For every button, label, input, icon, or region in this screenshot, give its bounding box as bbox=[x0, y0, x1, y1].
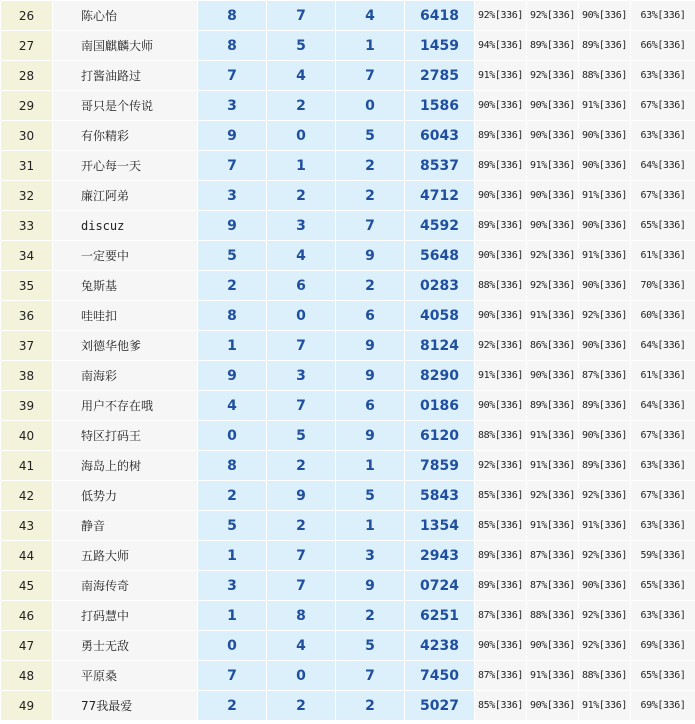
rank-cell: 29 bbox=[1, 91, 53, 121]
digit-2-cell: 5 bbox=[267, 421, 336, 451]
table-row bbox=[1, 421, 695, 451]
digit-3-cell: 7 bbox=[336, 661, 405, 691]
digit-1-cell: 1 bbox=[198, 541, 267, 571]
digit-3-cell: 9 bbox=[336, 571, 405, 601]
rate-1-cell: 89%[336] bbox=[475, 211, 527, 241]
user-name-link[interactable]: 海岛上的树 bbox=[53, 451, 198, 481]
digit-3-cell: 2 bbox=[336, 151, 405, 181]
rate-1-cell: 92%[336] bbox=[475, 451, 527, 481]
digit-1-cell: 7 bbox=[198, 151, 267, 181]
rate-3-cell: 90%[336] bbox=[579, 1, 631, 31]
rank-cell: 26 bbox=[1, 1, 53, 31]
user-name-link[interactable]: 勇士无敌 bbox=[53, 631, 198, 661]
digit-1-cell: 8 bbox=[198, 1, 267, 31]
user-name-link[interactable]: 低势力 bbox=[53, 481, 198, 511]
rank-cell: 39 bbox=[1, 391, 53, 421]
user-name-link[interactable]: 特区打码王 bbox=[53, 421, 198, 451]
digit-1-cell: 9 bbox=[198, 121, 267, 151]
digit-3-cell: 9 bbox=[336, 331, 405, 361]
rate-2-cell: 92%[336] bbox=[527, 481, 579, 511]
rate-4-cell: 67%[336] bbox=[631, 91, 695, 121]
user-name-link[interactable]: 刘德华他爹 bbox=[53, 331, 198, 361]
rank-cell: 46 bbox=[1, 601, 53, 631]
code-cell: 5027 bbox=[405, 691, 475, 721]
digit-2-cell: 3 bbox=[267, 361, 336, 391]
table-row bbox=[1, 211, 695, 241]
digit-2-cell: 8 bbox=[267, 601, 336, 631]
digit-3-cell: 5 bbox=[336, 121, 405, 151]
digit-1-cell: 5 bbox=[198, 511, 267, 541]
digit-3-cell: 6 bbox=[336, 391, 405, 421]
digit-1-cell: 1 bbox=[198, 601, 267, 631]
rate-1-cell: 91%[336] bbox=[475, 361, 527, 391]
rate-3-cell: 90%[336] bbox=[579, 271, 631, 301]
rate-4-cell: 61%[336] bbox=[631, 241, 695, 271]
rate-4-cell: 64%[336] bbox=[631, 391, 695, 421]
user-name-link[interactable]: 陈心怡 bbox=[53, 1, 198, 31]
digit-3-cell: 9 bbox=[336, 241, 405, 271]
user-name-link[interactable]: 开心每一天 bbox=[53, 151, 198, 181]
rate-1-cell: 89%[336] bbox=[475, 121, 527, 151]
table-body bbox=[1, 1, 695, 721]
rate-4-cell: 63%[336] bbox=[631, 601, 695, 631]
digit-2-cell: 5 bbox=[267, 31, 336, 61]
rate-2-cell: 87%[336] bbox=[527, 541, 579, 571]
rate-2-cell: 90%[336] bbox=[527, 361, 579, 391]
rank-cell: 31 bbox=[1, 151, 53, 181]
rank-cell: 49 bbox=[1, 691, 53, 721]
digit-2-cell: 7 bbox=[267, 1, 336, 31]
digit-1-cell: 8 bbox=[198, 31, 267, 61]
rate-2-cell: 92%[336] bbox=[527, 271, 579, 301]
code-cell: 1586 bbox=[405, 91, 475, 121]
digit-3-cell: 1 bbox=[336, 451, 405, 481]
digit-3-cell: 7 bbox=[336, 61, 405, 91]
rate-3-cell: 90%[336] bbox=[579, 571, 631, 601]
rate-4-cell: 64%[336] bbox=[631, 151, 695, 181]
rate-4-cell: 67%[336] bbox=[631, 421, 695, 451]
rate-3-cell: 90%[336] bbox=[579, 211, 631, 241]
rate-2-cell: 91%[336] bbox=[527, 451, 579, 481]
code-cell: 0724 bbox=[405, 571, 475, 601]
rate-4-cell: 69%[336] bbox=[631, 691, 695, 721]
rate-1-cell: 88%[336] bbox=[475, 271, 527, 301]
digit-1-cell: 3 bbox=[198, 91, 267, 121]
rate-3-cell: 89%[336] bbox=[579, 451, 631, 481]
rate-1-cell: 92%[336] bbox=[475, 331, 527, 361]
digit-2-cell: 0 bbox=[267, 121, 336, 151]
digit-3-cell: 7 bbox=[336, 211, 405, 241]
code-cell: 0283 bbox=[405, 271, 475, 301]
rate-1-cell: 90%[336] bbox=[475, 631, 527, 661]
digit-3-cell: 4 bbox=[336, 1, 405, 31]
table-row bbox=[1, 601, 695, 631]
digit-1-cell: 4 bbox=[198, 391, 267, 421]
digit-2-cell: 3 bbox=[267, 211, 336, 241]
table-row bbox=[1, 391, 695, 421]
user-name-link[interactable]: 打码慧中 bbox=[53, 601, 198, 631]
code-cell: 1354 bbox=[405, 511, 475, 541]
rate-1-cell: 91%[336] bbox=[475, 61, 527, 91]
digit-2-cell: 0 bbox=[267, 661, 336, 691]
code-cell: 2943 bbox=[405, 541, 475, 571]
table-row bbox=[1, 271, 695, 301]
rate-3-cell: 89%[336] bbox=[579, 31, 631, 61]
code-cell: 8124 bbox=[405, 331, 475, 361]
digit-2-cell: 7 bbox=[267, 571, 336, 601]
digit-3-cell: 1 bbox=[336, 31, 405, 61]
digit-3-cell: 3 bbox=[336, 541, 405, 571]
digit-3-cell: 2 bbox=[336, 271, 405, 301]
rate-1-cell: 87%[336] bbox=[475, 601, 527, 631]
rate-1-cell: 89%[336] bbox=[475, 151, 527, 181]
rate-3-cell: 91%[336] bbox=[579, 511, 631, 541]
rate-2-cell: 89%[336] bbox=[527, 31, 579, 61]
code-cell: 6418 bbox=[405, 1, 475, 31]
rate-4-cell: 61%[336] bbox=[631, 361, 695, 391]
rate-2-cell: 90%[336] bbox=[527, 211, 579, 241]
digit-3-cell: 6 bbox=[336, 301, 405, 331]
digit-1-cell: 8 bbox=[198, 301, 267, 331]
table-row bbox=[1, 31, 695, 61]
rate-4-cell: 63%[336] bbox=[631, 511, 695, 541]
rate-3-cell: 91%[336] bbox=[579, 691, 631, 721]
rank-cell: 42 bbox=[1, 481, 53, 511]
digit-3-cell: 9 bbox=[336, 361, 405, 391]
digit-1-cell: 9 bbox=[198, 211, 267, 241]
code-cell: 0186 bbox=[405, 391, 475, 421]
rank-cell: 27 bbox=[1, 31, 53, 61]
rate-2-cell: 91%[336] bbox=[527, 421, 579, 451]
digit-3-cell: 1 bbox=[336, 511, 405, 541]
rate-3-cell: 92%[336] bbox=[579, 481, 631, 511]
table-row bbox=[1, 61, 695, 91]
digit-1-cell: 2 bbox=[198, 691, 267, 721]
code-cell: 4238 bbox=[405, 631, 475, 661]
digit-2-cell: 7 bbox=[267, 331, 336, 361]
rate-2-cell: 90%[336] bbox=[527, 181, 579, 211]
rate-4-cell: 59%[336] bbox=[631, 541, 695, 571]
rate-3-cell: 90%[336] bbox=[579, 121, 631, 151]
rate-2-cell: 90%[336] bbox=[527, 121, 579, 151]
rate-1-cell: 87%[336] bbox=[475, 661, 527, 691]
rate-2-cell: 86%[336] bbox=[527, 331, 579, 361]
code-cell: 8537 bbox=[405, 151, 475, 181]
rate-3-cell: 88%[336] bbox=[579, 661, 631, 691]
code-cell: 6251 bbox=[405, 601, 475, 631]
user-name-link[interactable]: 五路大师 bbox=[53, 541, 198, 571]
table-row bbox=[1, 571, 695, 601]
user-name-link[interactable]: 哥只是个传说 bbox=[53, 91, 198, 121]
table-row bbox=[1, 331, 695, 361]
rate-3-cell: 91%[336] bbox=[579, 91, 631, 121]
digit-1-cell: 1 bbox=[198, 331, 267, 361]
digit-2-cell: 6 bbox=[267, 271, 336, 301]
rank-cell: 37 bbox=[1, 331, 53, 361]
rate-3-cell: 92%[336] bbox=[579, 301, 631, 331]
rate-2-cell: 90%[336] bbox=[527, 691, 579, 721]
rate-4-cell: 65%[336] bbox=[631, 211, 695, 241]
rank-cell: 35 bbox=[1, 271, 53, 301]
rate-3-cell: 88%[336] bbox=[579, 61, 631, 91]
rate-4-cell: 64%[336] bbox=[631, 331, 695, 361]
rate-4-cell: 63%[336] bbox=[631, 451, 695, 481]
user-name-link[interactable]: 南海传奇 bbox=[53, 571, 198, 601]
rate-4-cell: 65%[336] bbox=[631, 571, 695, 601]
digit-1-cell: 2 bbox=[198, 481, 267, 511]
code-cell: 2785 bbox=[405, 61, 475, 91]
rank-cell: 34 bbox=[1, 241, 53, 271]
rate-4-cell: 70%[336] bbox=[631, 271, 695, 301]
table-row bbox=[1, 181, 695, 211]
user-name-link[interactable]: 平原桑 bbox=[53, 661, 198, 691]
rank-cell: 44 bbox=[1, 541, 53, 571]
rank-cell: 48 bbox=[1, 661, 53, 691]
digit-2-cell: 4 bbox=[267, 631, 336, 661]
digit-1-cell: 5 bbox=[198, 241, 267, 271]
rank-cell: 38 bbox=[1, 361, 53, 391]
rate-3-cell: 92%[336] bbox=[579, 601, 631, 631]
digit-3-cell: 5 bbox=[336, 481, 405, 511]
rate-1-cell: 90%[336] bbox=[475, 181, 527, 211]
digit-1-cell: 7 bbox=[198, 61, 267, 91]
rate-4-cell: 67%[336] bbox=[631, 481, 695, 511]
rate-3-cell: 87%[336] bbox=[579, 361, 631, 391]
user-name-link[interactable]: discuz bbox=[53, 211, 198, 241]
rank-cell: 41 bbox=[1, 451, 53, 481]
digit-2-cell: 4 bbox=[267, 61, 336, 91]
table-row bbox=[1, 1, 695, 31]
rank-cell: 32 bbox=[1, 181, 53, 211]
digit-1-cell: 8 bbox=[198, 451, 267, 481]
rate-1-cell: 89%[336] bbox=[475, 541, 527, 571]
rate-1-cell: 90%[336] bbox=[475, 91, 527, 121]
rate-2-cell: 92%[336] bbox=[527, 1, 579, 31]
user-name-link[interactable]: 静音 bbox=[53, 511, 198, 541]
code-cell: 6120 bbox=[405, 421, 475, 451]
rank-cell: 45 bbox=[1, 571, 53, 601]
rate-2-cell: 92%[336] bbox=[527, 241, 579, 271]
user-name-link[interactable]: 77我最爱 bbox=[53, 691, 198, 721]
rate-4-cell: 60%[336] bbox=[631, 301, 695, 331]
rate-3-cell: 91%[336] bbox=[579, 241, 631, 271]
digit-1-cell: 0 bbox=[198, 421, 267, 451]
rank-cell: 36 bbox=[1, 301, 53, 331]
table-row bbox=[1, 631, 695, 661]
user-name-link[interactable]: 廉江阿弟 bbox=[53, 181, 198, 211]
user-name-link[interactable]: 打酱油路过 bbox=[53, 61, 198, 91]
table-row bbox=[1, 661, 695, 691]
code-cell: 5648 bbox=[405, 241, 475, 271]
code-cell: 8290 bbox=[405, 361, 475, 391]
code-cell: 4058 bbox=[405, 301, 475, 331]
digit-3-cell: 0 bbox=[336, 91, 405, 121]
rate-4-cell: 65%[336] bbox=[631, 661, 695, 691]
rate-4-cell: 66%[336] bbox=[631, 31, 695, 61]
digit-2-cell: 2 bbox=[267, 91, 336, 121]
digit-1-cell: 2 bbox=[198, 271, 267, 301]
digit-1-cell: 0 bbox=[198, 631, 267, 661]
table-row bbox=[1, 151, 695, 181]
table-row bbox=[1, 481, 695, 511]
user-name-link[interactable]: 哇哇扣 bbox=[53, 301, 198, 331]
rate-3-cell: 92%[336] bbox=[579, 541, 631, 571]
digit-2-cell: 1 bbox=[267, 151, 336, 181]
rank-cell: 40 bbox=[1, 421, 53, 451]
digit-2-cell: 0 bbox=[267, 301, 336, 331]
rank-cell: 43 bbox=[1, 511, 53, 541]
table-row bbox=[1, 361, 695, 391]
rate-3-cell: 92%[336] bbox=[579, 631, 631, 661]
rank-cell: 28 bbox=[1, 61, 53, 91]
rate-2-cell: 89%[336] bbox=[527, 391, 579, 421]
user-name-link[interactable]: 一定要中 bbox=[53, 241, 198, 271]
rate-1-cell: 85%[336] bbox=[475, 691, 527, 721]
user-name-link[interactable]: 南国麒麟大师 bbox=[53, 31, 198, 61]
digit-1-cell: 3 bbox=[198, 571, 267, 601]
user-name-link[interactable]: 兔斯基 bbox=[53, 271, 198, 301]
rate-1-cell: 90%[336] bbox=[475, 391, 527, 421]
table-row bbox=[1, 691, 695, 721]
rate-1-cell: 85%[336] bbox=[475, 481, 527, 511]
table-row bbox=[1, 541, 695, 571]
rate-1-cell: 90%[336] bbox=[475, 301, 527, 331]
rate-3-cell: 90%[336] bbox=[579, 421, 631, 451]
rate-1-cell: 92%[336] bbox=[475, 1, 527, 31]
rate-1-cell: 89%[336] bbox=[475, 571, 527, 601]
digit-3-cell: 5 bbox=[336, 631, 405, 661]
rate-2-cell: 87%[336] bbox=[527, 571, 579, 601]
digit-2-cell: 2 bbox=[267, 511, 336, 541]
rate-2-cell: 91%[336] bbox=[527, 301, 579, 331]
table-row bbox=[1, 511, 695, 541]
digit-3-cell: 2 bbox=[336, 691, 405, 721]
digit-1-cell: 7 bbox=[198, 661, 267, 691]
code-cell: 7450 bbox=[405, 661, 475, 691]
rank-cell: 30 bbox=[1, 121, 53, 151]
rate-1-cell: 85%[336] bbox=[475, 511, 527, 541]
rate-4-cell: 69%[336] bbox=[631, 631, 695, 661]
digit-3-cell: 2 bbox=[336, 181, 405, 211]
user-name-link[interactable]: 有你精彩 bbox=[53, 121, 198, 151]
rate-3-cell: 90%[336] bbox=[579, 331, 631, 361]
rate-3-cell: 91%[336] bbox=[579, 181, 631, 211]
digit-2-cell: 7 bbox=[267, 541, 336, 571]
rate-2-cell: 90%[336] bbox=[527, 631, 579, 661]
code-cell: 4592 bbox=[405, 211, 475, 241]
digit-1-cell: 9 bbox=[198, 361, 267, 391]
code-cell: 6043 bbox=[405, 121, 475, 151]
user-name-link[interactable]: 南海彩 bbox=[53, 361, 198, 391]
table-row bbox=[1, 451, 695, 481]
rate-4-cell: 67%[336] bbox=[631, 181, 695, 211]
rate-4-cell: 63%[336] bbox=[631, 121, 695, 151]
table-row bbox=[1, 91, 695, 121]
digit-2-cell: 2 bbox=[267, 181, 336, 211]
digit-1-cell: 3 bbox=[198, 181, 267, 211]
code-cell: 1459 bbox=[405, 31, 475, 61]
rate-3-cell: 89%[336] bbox=[579, 391, 631, 421]
digit-2-cell: 9 bbox=[267, 481, 336, 511]
digit-2-cell: 4 bbox=[267, 241, 336, 271]
rate-3-cell: 90%[336] bbox=[579, 151, 631, 181]
rate-1-cell: 94%[336] bbox=[475, 31, 527, 61]
digit-2-cell: 2 bbox=[267, 691, 336, 721]
code-cell: 5843 bbox=[405, 481, 475, 511]
table-row bbox=[1, 241, 695, 271]
rate-2-cell: 91%[336] bbox=[527, 511, 579, 541]
rate-2-cell: 92%[336] bbox=[527, 61, 579, 91]
table-row bbox=[1, 301, 695, 331]
rate-4-cell: 63%[336] bbox=[631, 1, 695, 31]
rate-2-cell: 91%[336] bbox=[527, 661, 579, 691]
digit-2-cell: 7 bbox=[267, 391, 336, 421]
rate-2-cell: 90%[336] bbox=[527, 91, 579, 121]
user-name-link[interactable]: 用户不存在哦 bbox=[53, 391, 198, 421]
rank-cell: 47 bbox=[1, 631, 53, 661]
rate-4-cell: 63%[336] bbox=[631, 61, 695, 91]
code-cell: 7859 bbox=[405, 451, 475, 481]
digit-3-cell: 9 bbox=[336, 421, 405, 451]
rate-2-cell: 91%[336] bbox=[527, 151, 579, 181]
code-cell: 4712 bbox=[405, 181, 475, 211]
digit-2-cell: 2 bbox=[267, 451, 336, 481]
digit-3-cell: 2 bbox=[336, 601, 405, 631]
table-row bbox=[1, 121, 695, 151]
rank-cell: 33 bbox=[1, 211, 53, 241]
rate-1-cell: 88%[336] bbox=[475, 421, 527, 451]
rate-2-cell: 88%[336] bbox=[527, 601, 579, 631]
rate-1-cell: 90%[336] bbox=[475, 241, 527, 271]
